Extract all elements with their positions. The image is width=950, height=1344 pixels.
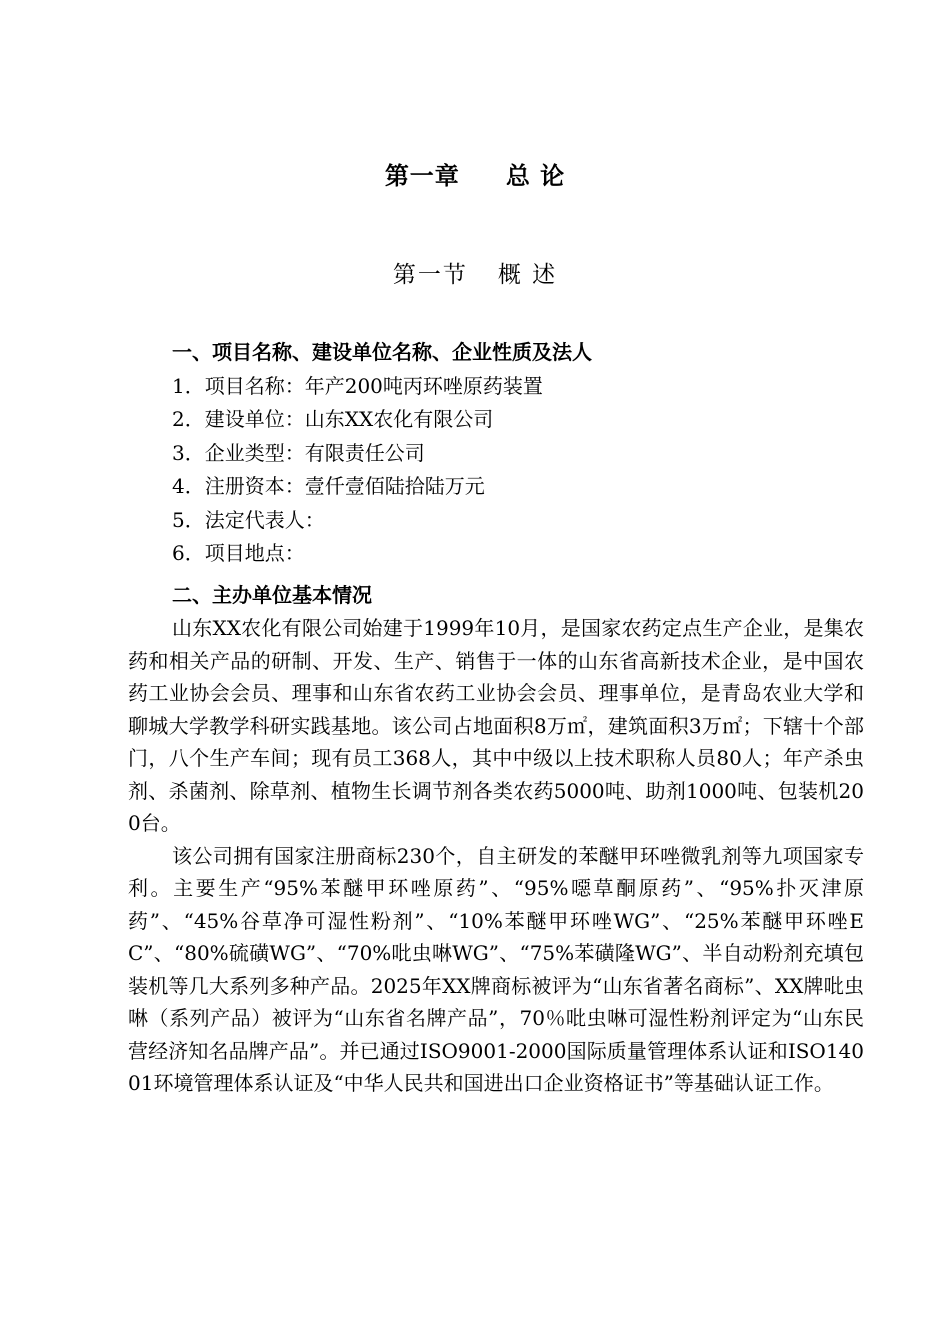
company-products-paragraph: 该公司拥有国家注册商标230个，自主研发的苯醚甲环唑微乳剂等九项国家专利。主要生产“95%苯醚甲环唑原药”、“95%噁草酮原药”、“95%扑灭津原药”、“45%谷草净可湿性粉剂”、“10%苯醚甲环唑WG”、“25%苯醚甲环唑EC”、“80%硫磺WG”、“70%吡虫啉WG”、“75%苯磺隆WG”、半自动粉剂充填包装机等几大系列多种产品。2025年XX牌商标被评为“山东省著名商标”、XX牌吡虫啉（系列产品）被评为“山东省名牌产品”，70％吡虫啉可湿性粉剂评定为“山东民营经济知名品牌产品”。并已通过ISO9001-2000国际质量管理体系认证和ISO14001环境管理体系认证及“中华人民共和国进出口企业资格证书”等基础认证工作。 bbox=[128, 843, 864, 1095]
company-intro-paragraph: 山东XX农化有限公司始建于1999年10月，是国家农药定点生产企业，是集农药和相关产品的研制、开发、生产、销售于一体的山东省高新技术企业，是中国农药工业协会会员、理事和山东省农药工业协会会员、理事单位，是青岛农业大学和聊城大学教学科研实践基地。该公司占地面积8万㎡，建筑面积3万㎡；下辖十个部门，八个生产车间；现有员工368人，其中中级以上技术职称人员80人；年产杀虫剂、杀菌剂、除草剂、植物生长调节剂各类农药5000吨、助剂1000吨、包装机200台。 bbox=[128, 616, 864, 835]
chapter-title: 总 论 bbox=[505, 162, 566, 190]
registered-capital-item: 4．注册资本：壹仟壹佰陆拾陆万元 bbox=[172, 474, 485, 498]
part2-heading: 二、主办单位基本情况 bbox=[172, 582, 372, 607]
section-title: 概 述 bbox=[497, 262, 558, 288]
enterprise-type-item: 3．企业类型：有限责任公司 bbox=[172, 440, 425, 465]
section-heading bbox=[0, 256, 950, 289]
project-name-item: 1．项目名称：年产200吨丙环唑原药装置 bbox=[172, 373, 543, 398]
section-label: 第一节 bbox=[392, 262, 468, 288]
chapter-label: 第一章 bbox=[384, 162, 460, 190]
chapter-heading bbox=[0, 156, 950, 191]
document-body bbox=[128, 336, 864, 1100]
construction-unit-item: 2．建设单位：山东XX农化有限公司 bbox=[172, 407, 494, 431]
part1-heading: 一、项目名称、建设单位名称、企业性质及法人 bbox=[172, 340, 592, 364]
project-location-item: 6．项目地点： bbox=[172, 541, 305, 565]
legal-representative-item: 5．法定代表人： bbox=[172, 507, 325, 532]
